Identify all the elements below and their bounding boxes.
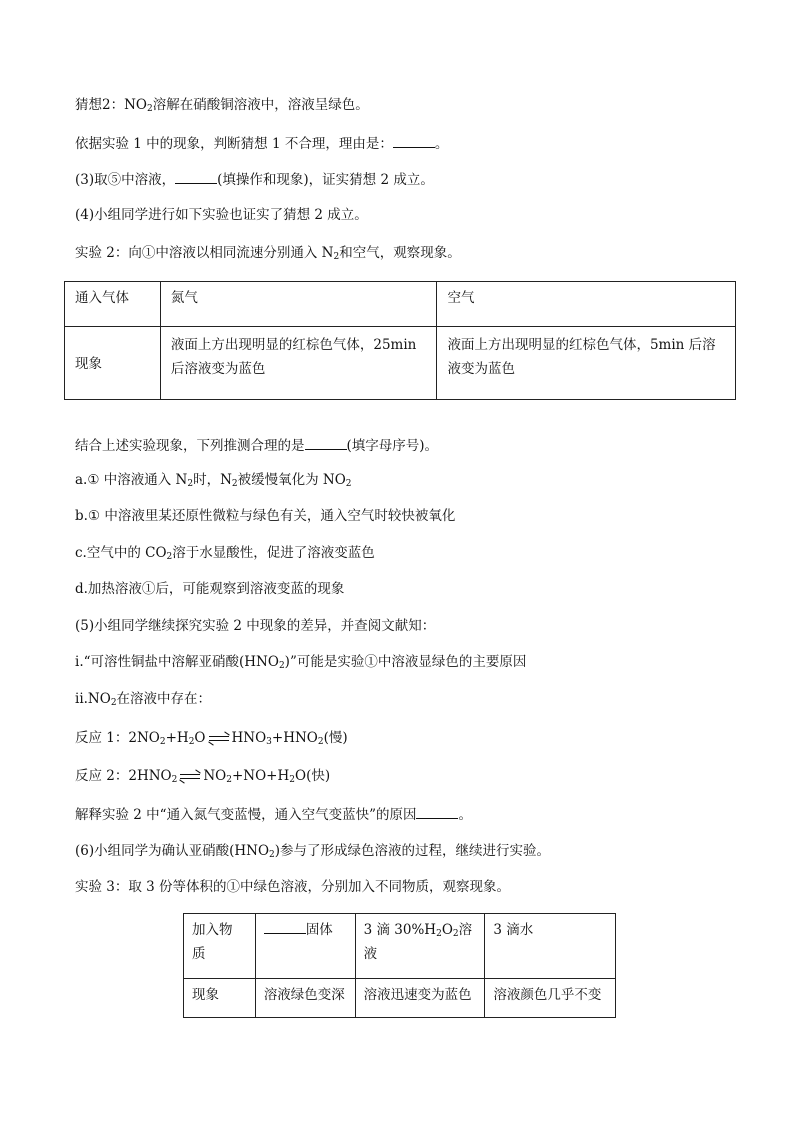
table-header-cell: 加入物 质 — [184, 914, 256, 979]
table-cell: 现象 — [184, 979, 256, 1018]
question-5: (5)小组同学继续探究实验 2 中现象的差异，并查阅文献知： — [75, 618, 436, 634]
answer-blank[interactable] — [305, 435, 347, 450]
question-reason: 依据实验 1 中的现象，判断猜想 1 不合理，理由是： 。 — [75, 133, 448, 153]
equilibrium-arrow-icon — [178, 772, 202, 782]
question-3: (3)取⑤中溶液， (填操作和现象)，证实猜想 2 成立。 — [75, 169, 434, 189]
table-row — [184, 914, 616, 979]
table-header-cell: 3 滴 $30\%H_2O_2$溶液 — [355, 914, 485, 979]
table-header-cell: 通入气体 — [65, 282, 161, 327]
answer-blank[interactable] — [175, 169, 217, 184]
table-cell: 现象 — [65, 327, 161, 400]
question-6: (6)小组同学为确认亚硝酸$(HNO_2)$参与了形成绿色溶液的过程，继续进行实验。 — [75, 843, 551, 860]
table-header-cell: 固体 — [255, 914, 355, 979]
answer-blank[interactable] — [393, 133, 435, 148]
experiment-2-table — [64, 281, 736, 400]
question-infer: 结合上述实验现象，下列推测合理的是 (填字母序号)。 — [75, 435, 438, 455]
table-header-cell: 空气 — [437, 282, 736, 327]
table-row — [65, 282, 736, 327]
hypothesis-2: 猜想2：$NO_2$溶解在硝酸铜溶液中，溶液呈绿色。 — [75, 97, 369, 114]
question-explain: 解释实验 2 中“通入氮气变蓝慢，通入空气变蓝快”的原因 。 — [75, 804, 472, 824]
answer-blank[interactable] — [264, 919, 306, 934]
table-row — [65, 327, 736, 400]
experiment-2-intro: 实验 2：向①中溶液以相同流速分别通入 $N_2$和空气，观察现象。 — [75, 245, 461, 262]
literature-i: i.“可溶性铜盐中溶解亚硝酸$(HNO_2)$”可能是实验①中溶液显绿色的主要原因 — [75, 654, 527, 671]
equilibrium-arrow-icon — [207, 734, 231, 744]
option-c: c.空气中的 $CO_2$溶于水显酸性，促进了溶液变蓝色 — [75, 545, 375, 562]
option-a: a.① 中溶液通入 $N_2$时，$N_2$被缓慢氧化为 $NO_2$ — [75, 472, 352, 489]
table-cell: 溶液颜色几乎不变 — [485, 979, 616, 1018]
experiment-3-table — [183, 913, 616, 1018]
table-cell: 液面上方出现明显的红棕色气体，5min 后溶 液变为蓝色 — [437, 327, 736, 400]
table-row — [184, 979, 616, 1018]
table-cell: 液面上方出现明显的红棕色气体，25min 后溶液变为蓝色 — [160, 327, 437, 400]
table-cell: 溶液迅速变为蓝色 — [355, 979, 485, 1018]
option-d: d.加热溶液①后，可能观察到溶液变蓝的现象 — [75, 581, 345, 597]
reaction-2: 反应 2：$2HNO_2$ $NO_2+NO+H_2O$(快) — [75, 768, 331, 785]
table-cell: 溶液绿色变深 — [255, 979, 355, 1018]
experiment-3-intro: 实验 3：取 3 份等体积的①中绿色溶液，分别加入不同物质，观察现象。 — [75, 879, 511, 895]
question-4: (4)小组同学进行如下实验也证实了猜想 2 成立。 — [75, 207, 368, 223]
option-b: b.① 中溶液里某还原性微粒与绿色有关，通入空气时较快被氧化 — [75, 508, 456, 524]
literature-ii: $ii.NO_2$在溶液中存在： — [75, 691, 212, 708]
table-header-cell: 氮气 — [160, 282, 437, 327]
reaction-1: 反应 1：$2NO_2+H_2O$ $HNO_3+HNO_2$(慢) — [75, 730, 348, 747]
table-header-cell: 3 滴水 — [485, 914, 616, 979]
answer-blank[interactable] — [416, 804, 458, 819]
